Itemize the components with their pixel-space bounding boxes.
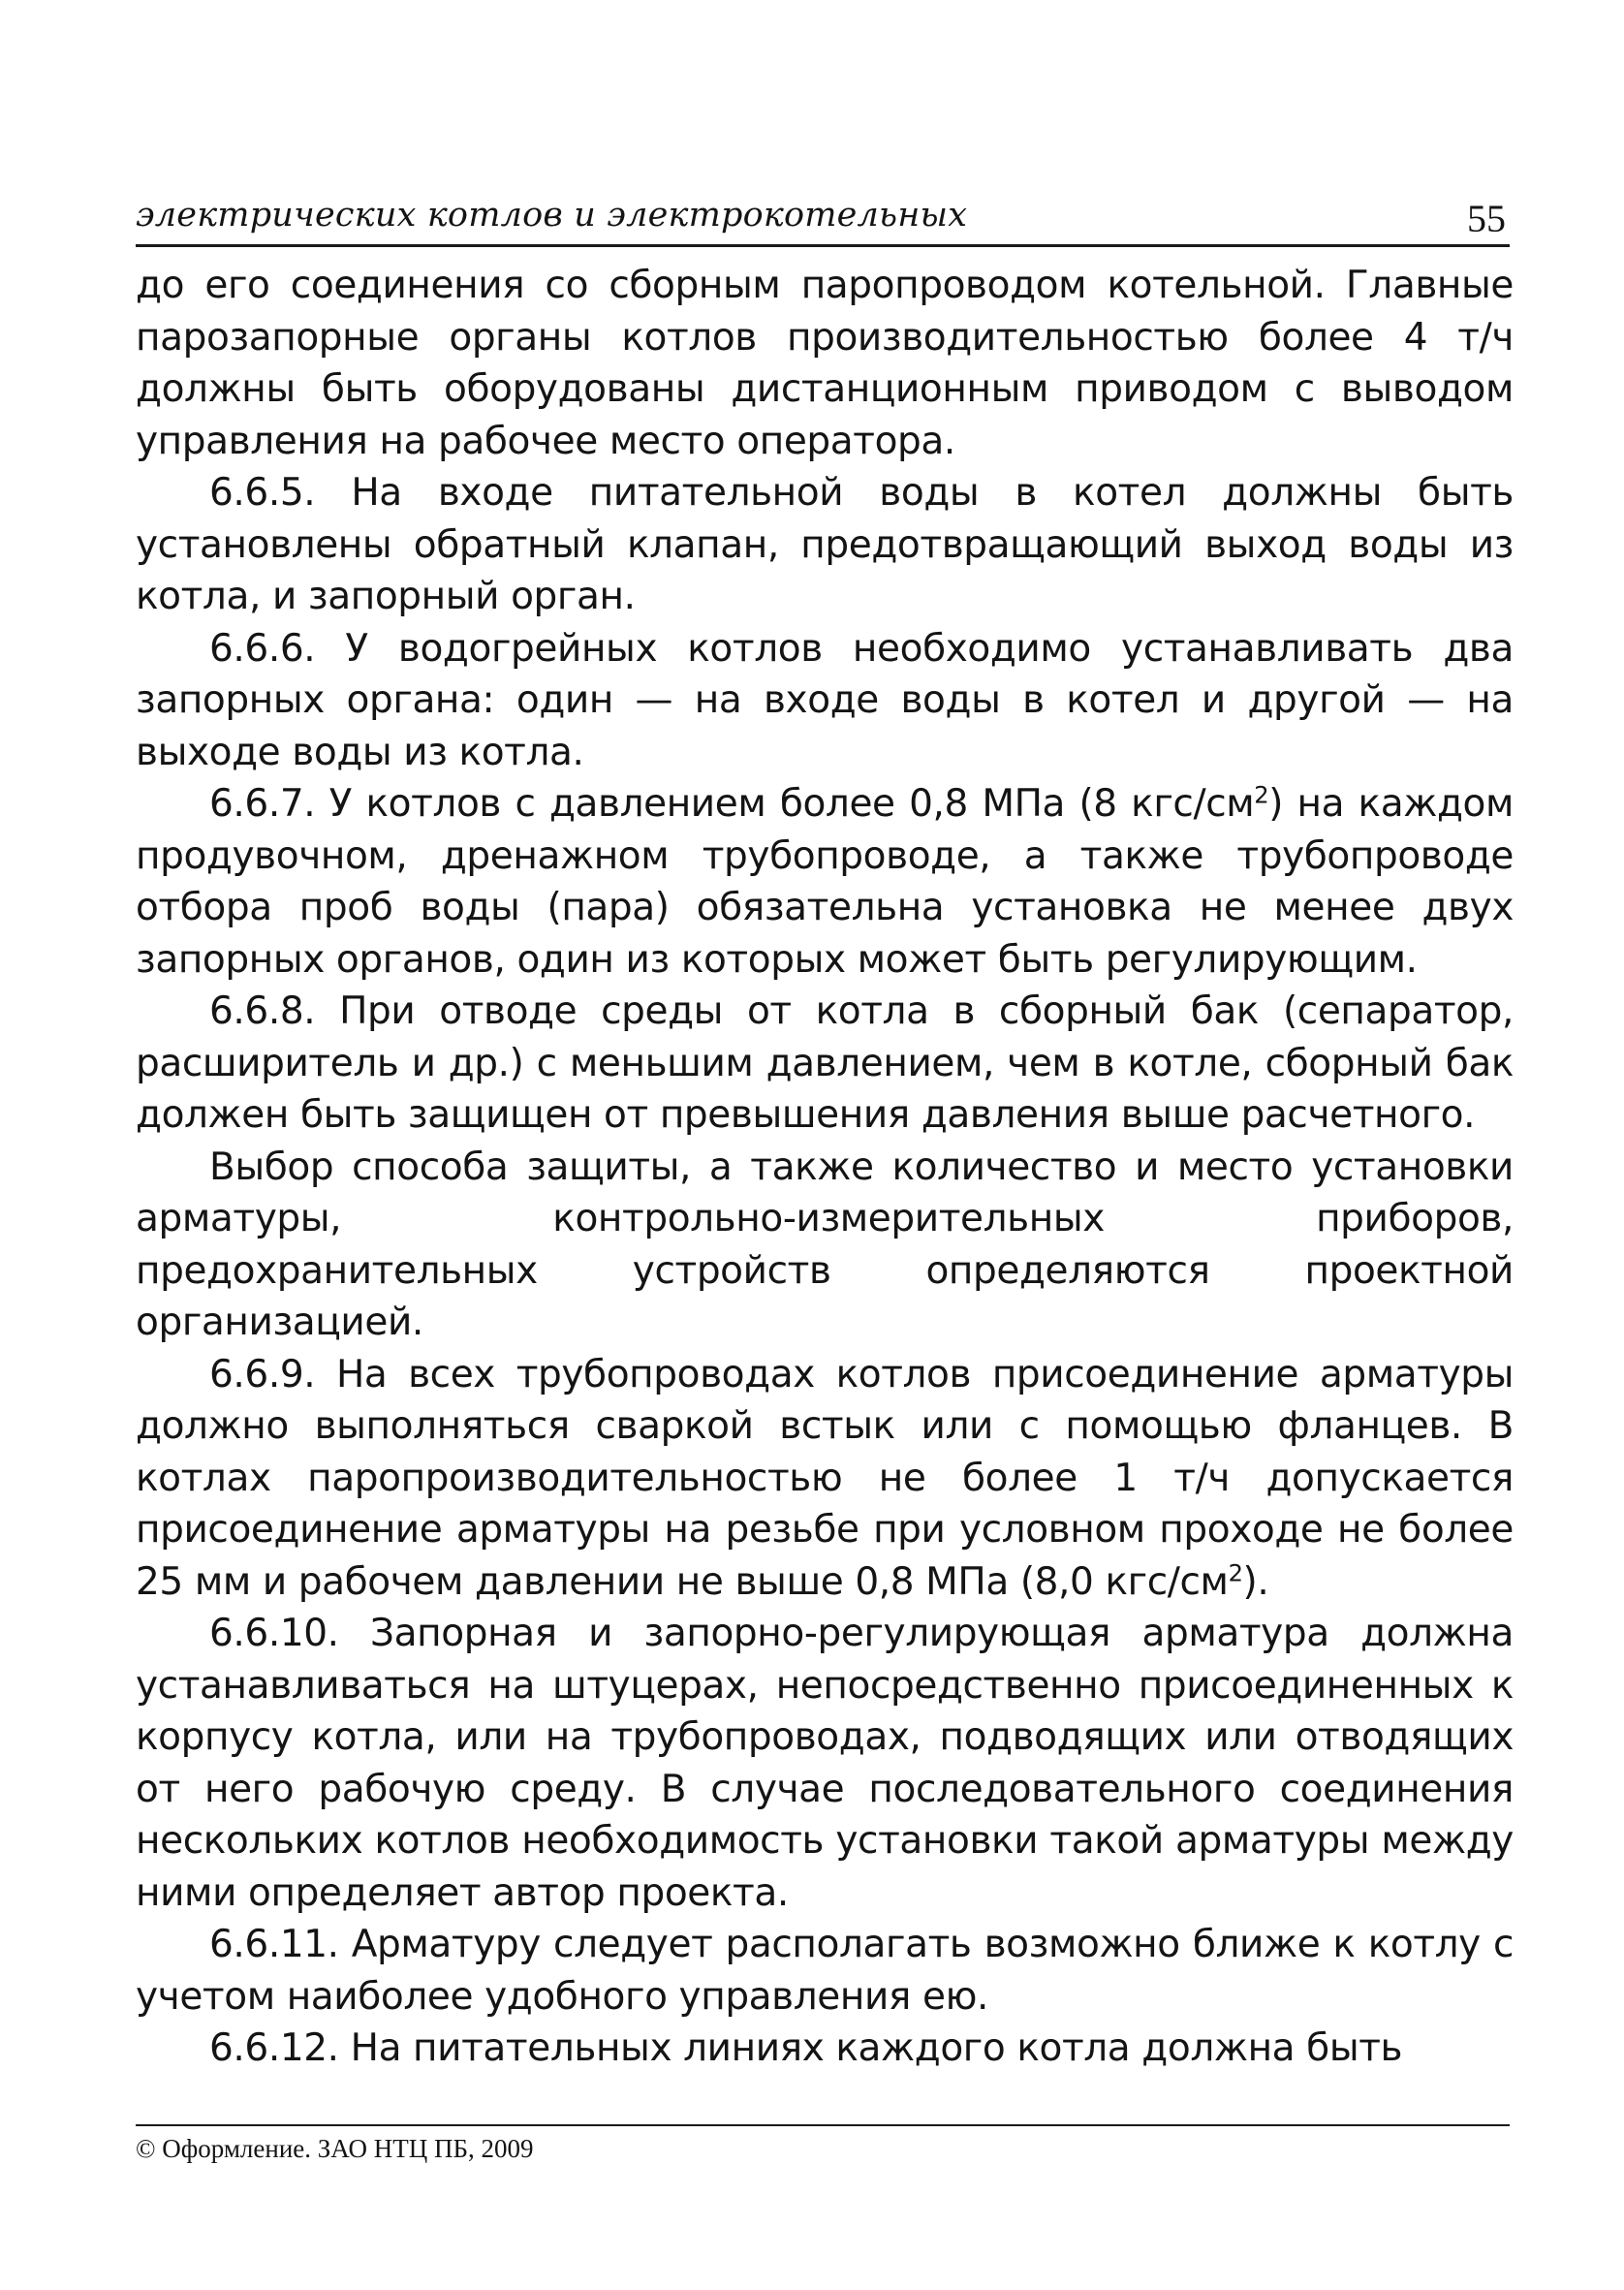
paragraph-6-6-5: 6.6.5. На входе питательной воды в котел должны быть установлены обратный клапан, предотвращающий выход воды из котла, и запорный орган. — [136, 471, 1514, 618]
paragraph-text: 6.6.7. У котлов с давлением более 0,8 МПа (8 кгс/см — [209, 782, 1255, 826]
paragraph-6-6-6: 6.6.6. У водогрейных котлов необходимо устанавливать два запорных органа: один — на входе воды в котел и другой — на выходе воды из котла. — [136, 626, 1514, 774]
paragraph-protection-choice: Выбор способа защиты, а также количество и место установки арматуры, контрольно-измерительных приборов, предохранительных устройств определяются проектной организацией. — [136, 1145, 1514, 1344]
running-header — [136, 190, 1510, 248]
body-text — [136, 260, 1514, 2075]
header-rule — [136, 244, 1510, 247]
paragraph-continuation: до его соединения со сборным паропроводом котельной. Главные парозапорные органы котлов производительностью более 4 т/ч должны быть оборудованы дистанционным приводом с выводом управления на рабочее место оператора. — [136, 264, 1514, 463]
paragraph-6-6-11: 6.6.11. Арматуру следует располагать возможно ближе к котлу с учетом наиболее удобного управления ею. — [136, 1923, 1514, 2019]
page-number: 55 — [1467, 197, 1506, 240]
paragraph-6-6-7 — [136, 778, 1514, 986]
paragraph-6-6-12: 6.6.12. На питательных линиях каждого котла должна быть — [209, 2026, 1403, 2070]
superscript: 2 — [1228, 1559, 1243, 1587]
paragraph-text: ). — [1242, 1559, 1269, 1604]
footer-copyright: © Оформление. ЗАО НТЦ ПБ, 2009 — [136, 2134, 534, 2163]
paragraph-text: ) на каждом продувочном, дренажном трубопроводе, а также трубопроводе отбора проб воды (пара) обязательна установка не менее двух запорных органов, один из которых может быть регулирующим. — [136, 782, 1514, 982]
paragraph-text: 6.6.9. На всех трубопроводах котлов присоединение арматуры должно выполняться сваркой встык или с помощью фланцев. В котлах паропроизводительностью не более 1 т/ч допускается присоединение арматуры на резьбе при условном проходе не более 25 мм и рабочем давлении не выше 0,8 МПа (8,0 кгс/см — [136, 1352, 1514, 1604]
running-title: электрических котлов и электрокотельных — [136, 196, 968, 235]
footer-rule — [136, 2124, 1510, 2126]
superscript: 2 — [1254, 781, 1269, 809]
paragraph-6-6-10: 6.6.10. Запорная и запорно-регулирующая арматура должна устанавливаться на штуцерах, непосредственно присоединенных к корпусу котла, или на трубопроводах, подводящих или отводящих от него рабочую среду. В случае последовательного соединения нескольких котлов необходимость установки такой арматуры между ними определяет автор проекта. — [136, 1612, 1514, 1915]
paragraph-6-6-8: 6.6.8. При отводе среды от котла в сборный бак (сепаратор, расширитель и др.) с меньшим давлением, чем в котле, сборный бак должен быть защищен от превышения давления выше расчетного. — [136, 989, 1514, 1137]
paragraph-6-6-9 — [136, 1349, 1514, 1609]
